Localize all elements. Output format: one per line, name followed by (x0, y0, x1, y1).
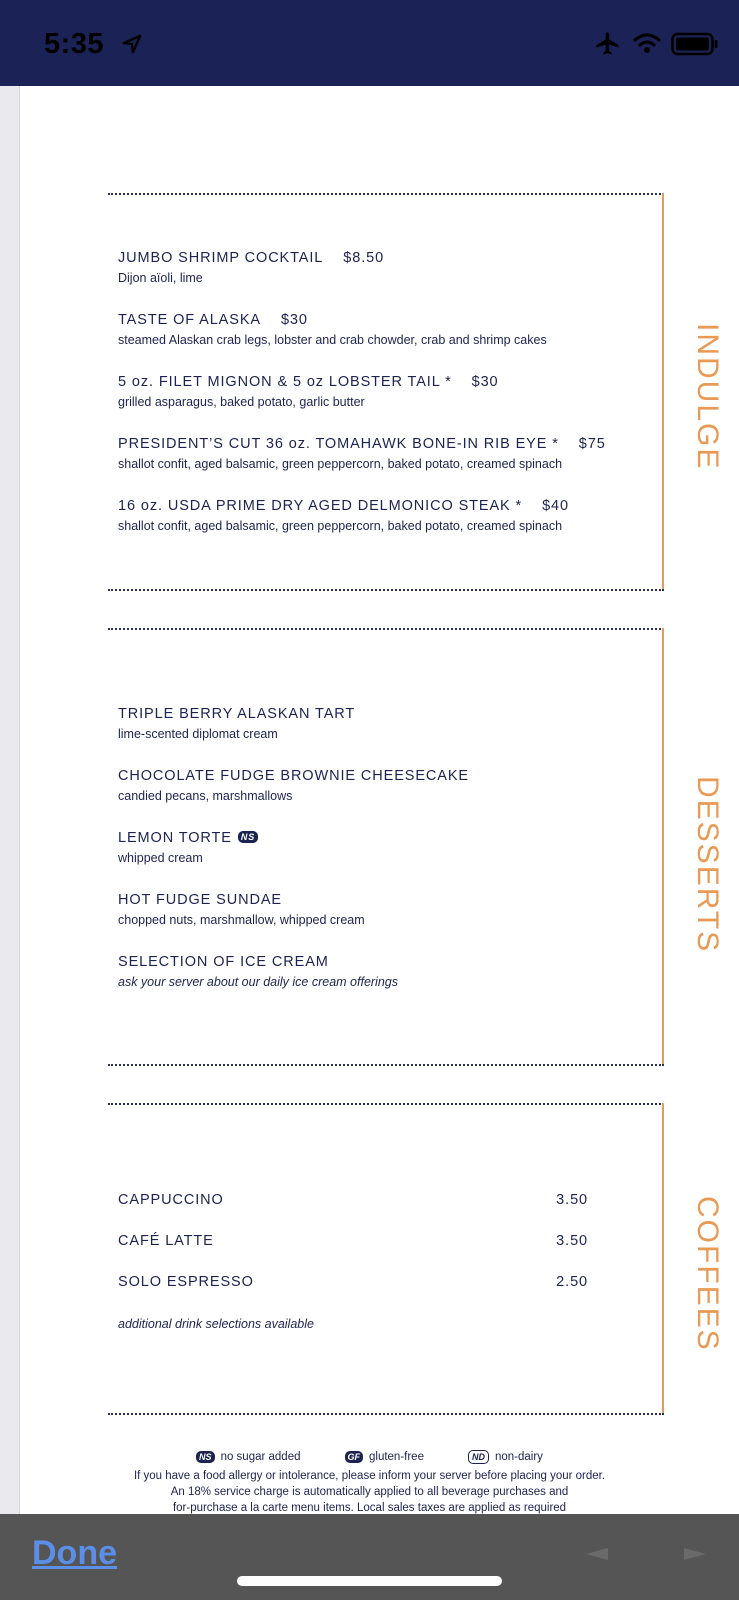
section-title-coffees: COFFEES (691, 1196, 724, 1352)
location-arrow-icon (121, 33, 143, 55)
next-page-arrow-icon[interactable] (682, 1544, 708, 1564)
menu-item (118, 954, 398, 989)
coffee-note: additional drink selections available (118, 1317, 314, 1331)
home-indicator[interactable] (237, 1576, 502, 1586)
legend-non-dairy (468, 1450, 543, 1464)
coffee-price: 3.50 (556, 1233, 588, 1249)
gluten-free-badge: GF (345, 1451, 364, 1463)
item-name: 5 oz. FILET MIGNON & 5 oz LOBSTER TAIL * (118, 374, 452, 390)
allergy-notice: If you have a food allergy or intolerance, please inform your server before placing your order. (133, 1470, 606, 1482)
document-left-edge (0, 86, 20, 1514)
coffee-name: CAFÉ LATTE (118, 1233, 214, 1249)
menu-item (118, 436, 606, 471)
legend-label: no sugar added (220, 1451, 301, 1463)
section-divider (108, 1064, 664, 1066)
legend-label: non-dairy (494, 1451, 543, 1463)
done-button[interactable]: Done (32, 1534, 117, 1572)
item-name: TASTE OF ALASKA (118, 312, 261, 328)
item-price: $75 (578, 436, 606, 452)
item-price: $40 (542, 498, 569, 514)
item-description: whipped cream (118, 851, 203, 865)
section-title-desserts: DESSERTS (691, 776, 724, 954)
item-name: JUMBO SHRIMP COCKTAIL (118, 250, 324, 266)
item-description: ask your server about our daily ice cream offerings (118, 975, 398, 989)
menu-item (118, 768, 469, 803)
section-divider (108, 1413, 664, 1415)
section-accent-bar (662, 1103, 664, 1415)
item-description: candied pecans, marshmallows (118, 789, 293, 803)
section-title-indulge: INDULGE (691, 323, 724, 471)
menu-item (118, 250, 384, 285)
legend-gluten-free (345, 1451, 424, 1463)
wifi-icon (633, 33, 661, 55)
item-price: $30 (280, 312, 308, 328)
previous-page-arrow-icon[interactable] (584, 1544, 610, 1564)
section-divider (108, 589, 664, 591)
coffees-section (108, 1103, 724, 1417)
section-accent-bar (662, 628, 664, 1066)
menu-item (118, 312, 547, 347)
item-description: chopped nuts, marshmallow, whipped cream (118, 913, 365, 927)
section-divider (108, 193, 664, 195)
item-name: CHOCOLATE FUDGE BROWNIE CHEESECAKE (118, 768, 469, 784)
coffee-name: CAPPUCCINO (118, 1192, 224, 1208)
menu-item (118, 498, 569, 533)
item-description: grilled asparagus, baked potato, garlic butter (118, 395, 365, 409)
airplane-icon (593, 30, 623, 58)
section-divider (108, 628, 664, 630)
legend-label: gluten-free (369, 1451, 424, 1463)
menu-item (118, 892, 365, 927)
section-divider (108, 1103, 664, 1105)
item-description: shallot confit, aged balsamic, green peppercorn, baked potato, creamed spinach (118, 519, 563, 533)
item-description: shallot confit, aged balsamic, green peppercorn, baked potato, creamed spinach (118, 457, 563, 471)
item-name: TRIPLE BERRY ALASKAN TART (118, 706, 356, 722)
menu-item (118, 706, 355, 741)
non-dairy-badge: ND (468, 1450, 489, 1464)
menu-legend (0, 1450, 739, 1516)
menu-item (118, 830, 258, 865)
indulge-section (108, 193, 724, 593)
status-bar (0, 0, 739, 86)
bottom-toolbar (0, 1514, 739, 1600)
coffee-price: 2.50 (556, 1274, 588, 1290)
status-time: 5:35 (44, 28, 105, 60)
item-name: PRESIDENT’S CUT 36 oz. TOMAHAWK BONE-IN RIB EYE * (118, 436, 559, 452)
menu-item (118, 374, 499, 409)
item-description: lime-scented diplomat cream (118, 727, 278, 741)
item-name: 16 oz. USDA PRIME DRY AGED DELMONICO STEAK * (118, 498, 523, 514)
coffee-name: SOLO ESPRESSO (118, 1274, 254, 1290)
coffee-price: 3.50 (556, 1192, 588, 1208)
no-sugar-badge: NS (196, 1451, 215, 1463)
item-name: HOT FUDGE SUNDAE (118, 892, 282, 908)
item-description: Dijon aïoli, lime (118, 271, 203, 285)
item-description: steamed Alaskan crab legs, lobster and crab chowder, crab and shrimp cakes (118, 333, 547, 347)
no-sugar-badge: NS (238, 831, 258, 843)
desserts-section (108, 628, 724, 1068)
item-price: $8.50 (343, 250, 385, 266)
service-charge-notice: for-purchase a la carte menu items. Local sales taxes are applied as required (172, 1502, 567, 1514)
service-charge-notice: An 18% service charge is automatically applied to all beverage purchases and (170, 1486, 569, 1498)
item-name: SELECTION OF ICE CREAM (118, 954, 329, 970)
battery-icon (671, 32, 719, 56)
item-price: $30 (471, 374, 499, 390)
legend-no-sugar (196, 1451, 300, 1463)
section-accent-bar (662, 193, 664, 591)
item-name: LEMON TORTE (118, 830, 232, 846)
